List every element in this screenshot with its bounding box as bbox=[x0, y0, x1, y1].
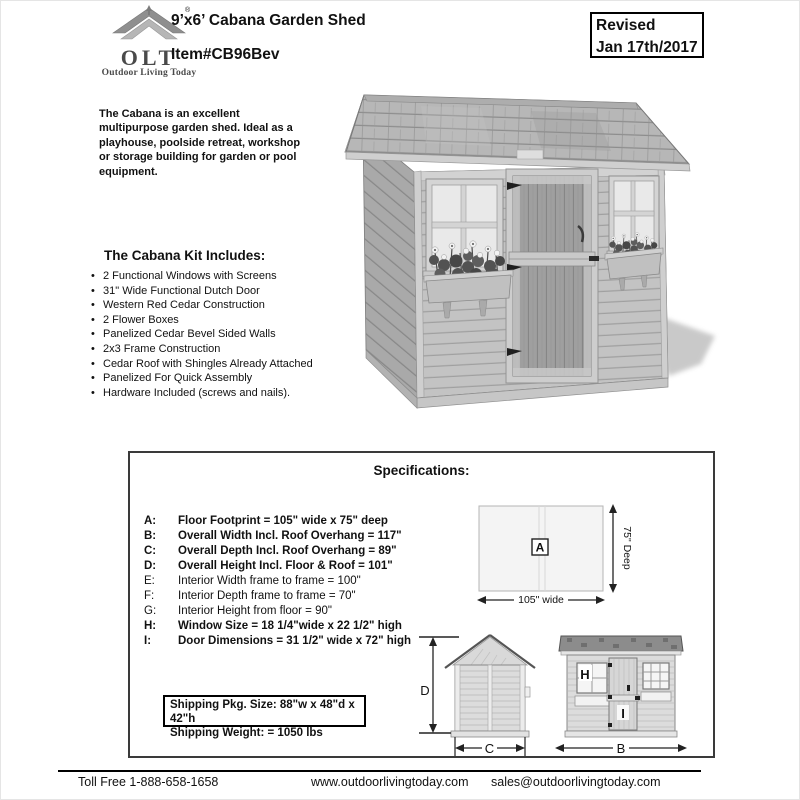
revised-label: Revised bbox=[596, 17, 656, 34]
front-elevation-diagram bbox=[551, 625, 691, 758]
side-elevation-depth-label: C bbox=[484, 741, 495, 756]
kit-item: • 2 Functional Windows with Screens bbox=[91, 269, 341, 284]
spec-row: I: Door Dimensions = 31 1/2" wide x 72" high bbox=[144, 635, 411, 647]
spec-row: E: Interior Width frame to frame = 100" bbox=[144, 575, 361, 587]
dutch-door bbox=[506, 169, 599, 383]
shipping-info-box bbox=[163, 695, 366, 739]
spec-row: F: Interior Depth frame to frame = 70" bbox=[144, 590, 356, 602]
kit-item: • Cedar Roof with Shingles Already Attached bbox=[91, 357, 341, 372]
spec-row: D: Overall Height Incl. Floor & Roof = 101" bbox=[144, 560, 393, 572]
shipping-size: Shipping Pkg. Size: 88"w x 48"d x 42"h bbox=[170, 699, 355, 725]
footer-website-link[interactable]: www.outdoorlivingtoday.com bbox=[311, 775, 469, 789]
shipping-weight: Shipping Weight: = 1050 lbs bbox=[170, 727, 323, 739]
registered-mark: ® bbox=[185, 7, 191, 14]
floor-plan-label: A bbox=[535, 540, 545, 555]
spec-row: H: Window Size = 18 1/4"wide x 22 1/2" high bbox=[144, 620, 402, 632]
kit-includes-list bbox=[91, 269, 341, 400]
kit-item: • 31" Wide Functional Dutch Door bbox=[91, 284, 341, 299]
product-description: The Cabana is an excellent multipurpose garden shed. Ideal as a playhouse, poolside retreat, workshop or storage building for garden or pool equipment. bbox=[99, 108, 301, 178]
logo-tagline: Outdoor Living Today bbox=[101, 68, 197, 78]
page-title: 9’x6’ Cabana Garden Shed bbox=[171, 12, 366, 29]
specifications-heading: Specifications: bbox=[373, 463, 470, 478]
shed-illustration bbox=[331, 86, 731, 436]
kit-item: • Western Red Cedar Construction bbox=[91, 298, 341, 313]
shed-roof bbox=[346, 95, 690, 171]
side-elevation-height-label: D bbox=[420, 683, 430, 698]
side-elevation-diagram bbox=[411, 625, 546, 758]
specifications-panel bbox=[128, 451, 715, 758]
item-number: Item#CB96Bev bbox=[171, 46, 280, 63]
spec-row: G: Interior Height from floor = 90" bbox=[144, 605, 332, 617]
kit-item: • Panelized For Quick Assembly bbox=[91, 371, 341, 386]
logo-brand-text: OLT bbox=[120, 45, 178, 70]
kit-item: • Panelized Cedar Bevel Sided Walls bbox=[91, 327, 341, 342]
footer-divider bbox=[58, 770, 701, 772]
footer-email-link[interactable]: sales@outdoorlivingtoday.com bbox=[491, 775, 661, 789]
front-elevation-width-label: B bbox=[616, 741, 626, 756]
revision-box bbox=[590, 12, 704, 58]
specifications-list bbox=[144, 514, 411, 649]
front-elevation-window-label: H bbox=[580, 667, 590, 682]
kit-item: • 2 Flower Boxes bbox=[91, 313, 341, 328]
revised-date: Jan 17th/2017 bbox=[596, 38, 698, 56]
spec-row: B: Overall Width Incl. Roof Overhang = 117" bbox=[144, 530, 402, 542]
spec-row: A: Floor Footprint = 105" wide x 75" deep bbox=[144, 515, 388, 527]
floor-plan-depth-label: 75" Deep bbox=[621, 526, 633, 570]
footer-phone: Toll Free 1-888-658-1658 bbox=[78, 775, 219, 789]
spec-row: C: Overall Depth Incl. Roof Overhang = 89" bbox=[144, 545, 397, 557]
kit-item: • Hardware Included (screws and nails). bbox=[91, 386, 341, 401]
front-elevation-door-label: I bbox=[621, 706, 625, 721]
kit-includes-heading: The Cabana Kit Includes: bbox=[104, 248, 266, 263]
kit-item: • 2x3 Frame Construction bbox=[91, 342, 341, 357]
floor-plan-width-label: 105" wide bbox=[518, 594, 564, 606]
floor-plan-diagram bbox=[461, 498, 661, 610]
